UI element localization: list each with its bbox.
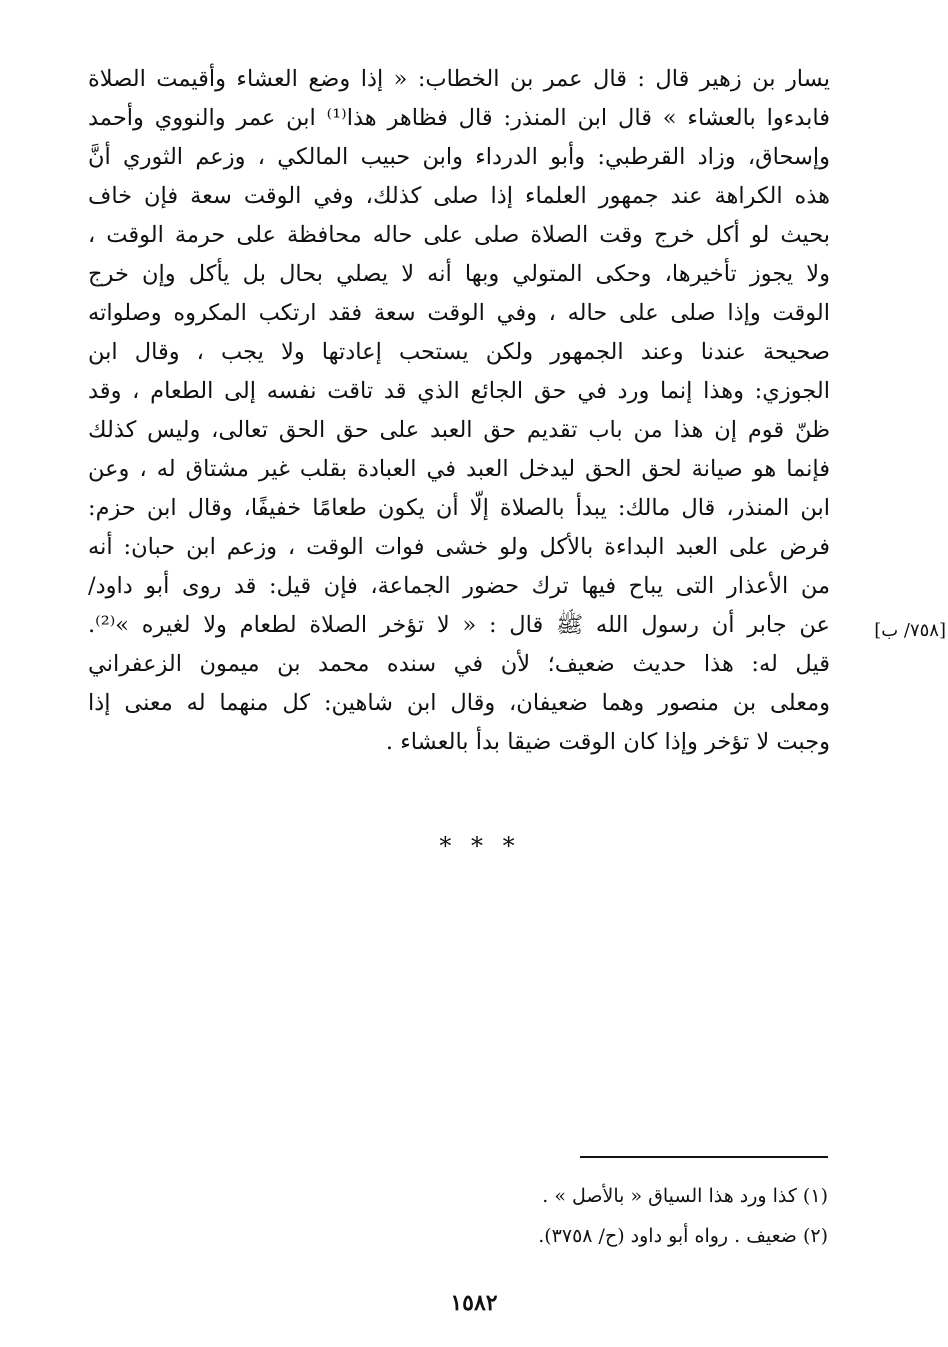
- text-line: الجوزي: وهذا إنما ورد في حق الجائع الذي قد تاقت نفسه إلى الطعام ، وقد: [88, 378, 830, 404]
- text-line: صحيحة عندنا وعند الجمهور ولكن يستحب إعادتها ولا يجب ، وقال ابن: [88, 339, 830, 365]
- main-text: [88, 60, 830, 762]
- text-line: فرض على العبد البداءة بالأكل ولو خشى فوات الوقت ، وزعم ابن حبان: أنه: [88, 534, 830, 560]
- text-line: وإسحاق، وزاد القرطبي: وأبو الدرداء وابن حبيب المالكي ، وزعم الثوري أنَّ: [88, 144, 830, 170]
- page-number: ١٥٨٢: [450, 1290, 498, 1316]
- text-line: قيل له: هذا حديث ضعيف؛ لأن في سنده محمد بن ميمون الزعفراني: [88, 651, 830, 677]
- text-line: يسار بن زهير قال : قال عمر بن الخطاب: « إذا وضع العشاء وأقيمت الصلاة: [88, 66, 830, 92]
- text-line: ولا يجوز تأخيرها، وحكى المتولي وبها أنه لا يصلي بحال بل يأكل وإن خرج: [88, 261, 830, 287]
- text-line: فابدءوا بالعشاء » قال ابن المنذر: قال فظاهر هذا⁽¹⁾ ابن عمر والنووي وأحمد: [88, 105, 830, 131]
- text-line: الوقت وإذا صلى على حاله ، وفي الوقت سعة فقد ارتكب المكروه وصلواته: [88, 300, 830, 326]
- text-line: ومعلى بن منصور وهما ضعيفان، وقال ابن شاهين: كل منهما له معنى إذا: [88, 690, 830, 716]
- footnotes: [380, 1176, 828, 1256]
- footnote-divider: [580, 1156, 828, 1158]
- footnote-1: (١) كذا ورد هذا السياق « بالأصل » .: [542, 1185, 828, 1207]
- text-line: من الأعذار التى يباح فيها ترك حضور الجماعة، فإن قيل: قد روى أبو داود/: [88, 573, 830, 599]
- section-separator-stars: * * *: [439, 832, 521, 860]
- text-line: عن جابر أن رسول الله ﷺ قال : « لا تؤخر الصلاة لطعام ولا لغيره »⁽²⁾.: [88, 612, 830, 638]
- text-line: هذه الكراهة عند جمهور العلماء إذا صلى كذلك، وفي الوقت سعة فإن خاف: [88, 183, 830, 209]
- footnote-2: (٢) ضعيف . رواه أبو داود (ح/ ٣٧٥٨).: [538, 1225, 828, 1247]
- manuscript-folio-note: [٧٥٨/ ب]: [874, 620, 946, 641]
- text-line: بحيث لو أكل خرج وقت الصلاة صلى على حاله محافظة على حرمة الوقت ،: [88, 222, 830, 248]
- text-line: ظنّ قوم إن هذا من باب تقديم حق العبد على حق الحق تعالى، وليس كذلك: [88, 417, 830, 443]
- text-line: وجبت لا تؤخر وإذا كان الوقت ضيقا بدأ بالعشاء .: [385, 729, 830, 755]
- text-line: ابن المنذر، قال مالك: يبدأ بالصلاة إلّا أن يكون طعامًا خفيفًا، وقال ابن حزم:: [88, 495, 830, 521]
- text-line: فإنما هو صيانة لحق الحق ليدخل العبد في العبادة بقلب غير مشتاق له ، وعن: [88, 456, 830, 482]
